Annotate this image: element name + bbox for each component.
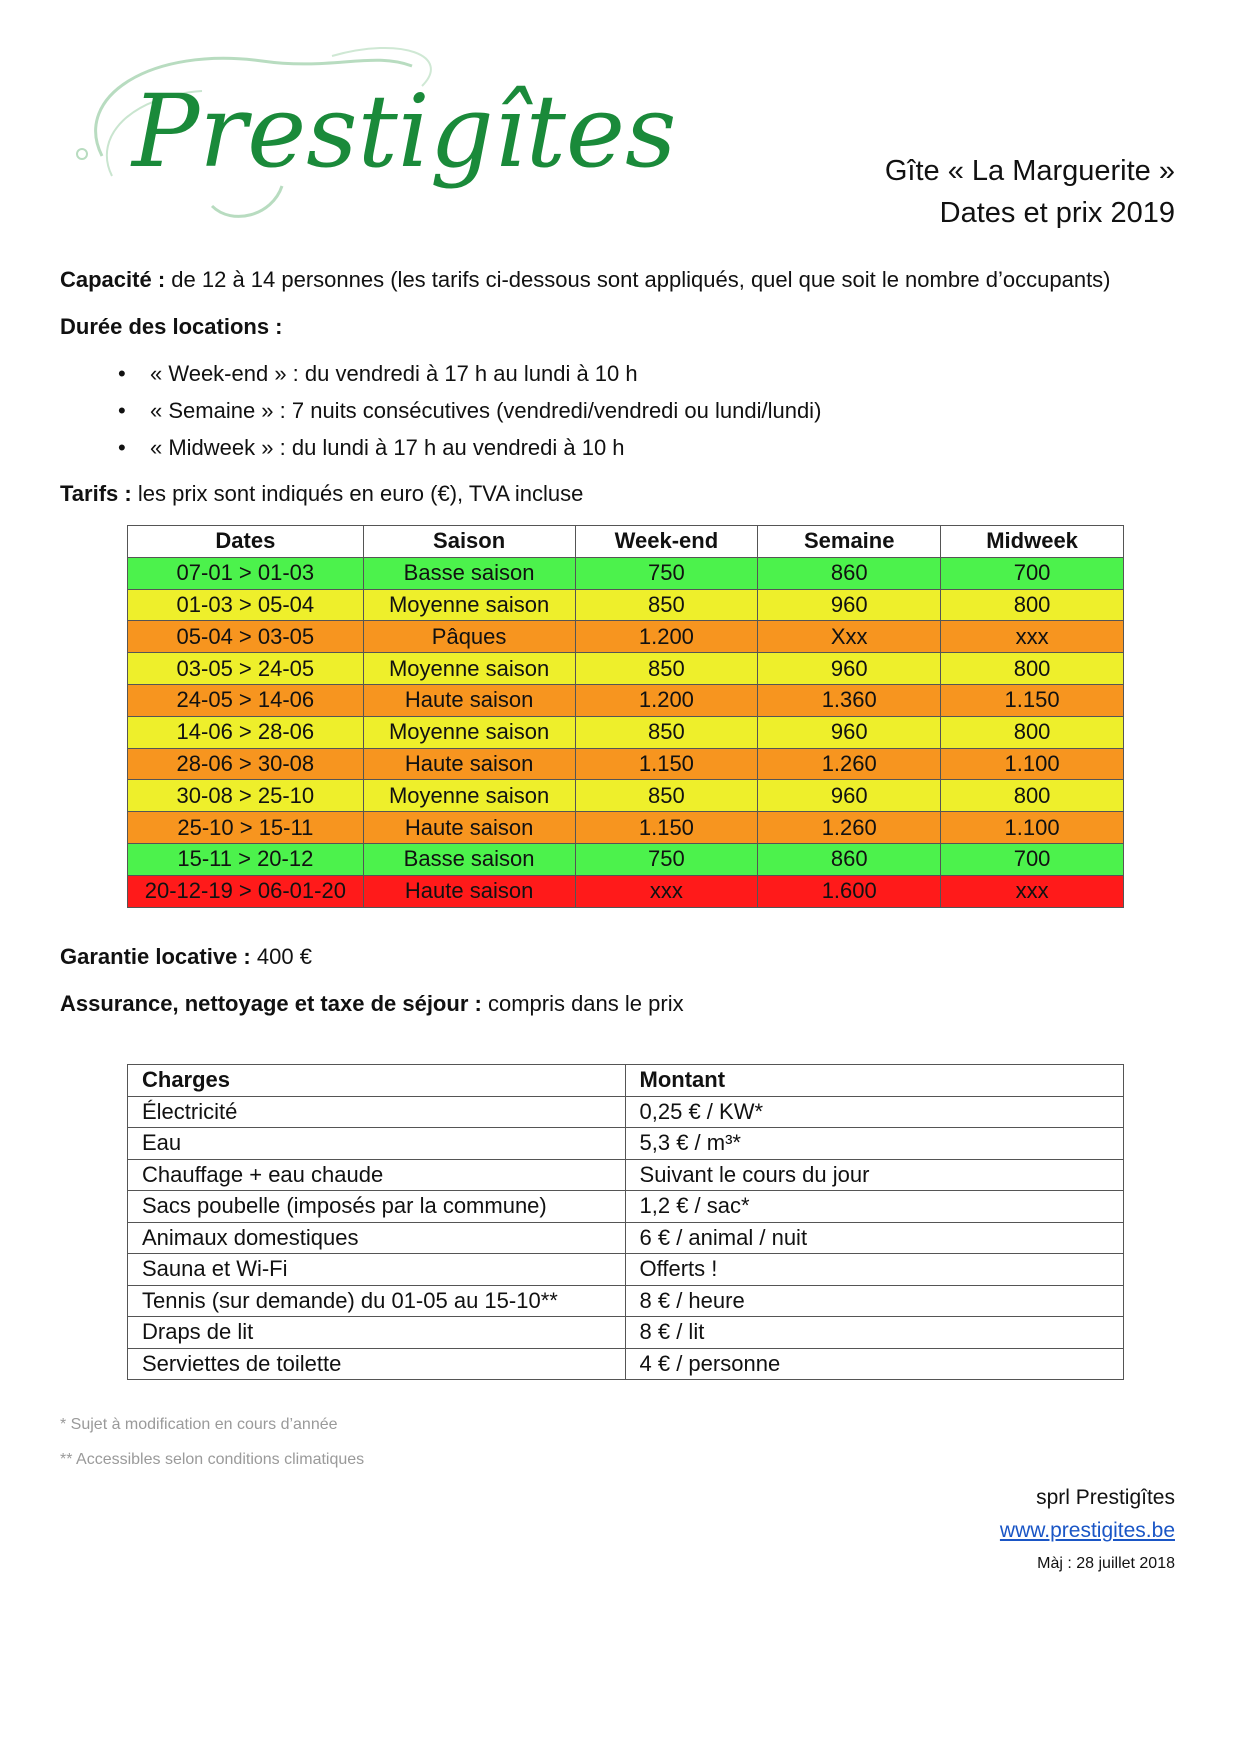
document-subtitle: Dates et prix 2019 xyxy=(939,197,1175,229)
table-cell: 5,3 € / m³* xyxy=(625,1128,1123,1160)
table-cell: 1.200 xyxy=(575,621,758,653)
list-item: • « Semaine » : 7 nuits consécutives (vendredi/vendredi ou lundi/lundi) xyxy=(118,397,821,434)
tarifs-body xyxy=(128,557,1124,907)
table-cell: Pâques xyxy=(363,621,575,653)
table-cell: 800 xyxy=(941,716,1124,748)
table-cell: Moyenne saison xyxy=(363,589,575,621)
table-cell: 1.150 xyxy=(575,812,758,844)
table-cell: 1.260 xyxy=(758,812,941,844)
charges-header-row xyxy=(128,1065,1124,1097)
table-cell: Moyenne saison xyxy=(363,653,575,685)
footer-updated: Màj : 28 juillet 2018 xyxy=(1037,1555,1175,1572)
table-cell: Xxx xyxy=(758,621,941,653)
tarifs-header-row xyxy=(128,526,1124,558)
table-row xyxy=(128,1285,1124,1317)
table-cell: Haute saison xyxy=(363,748,575,780)
col-header-midweek: Midweek xyxy=(941,526,1124,558)
table-row xyxy=(128,716,1124,748)
table-cell: Moyenne saison xyxy=(363,716,575,748)
table-cell: 960 xyxy=(758,716,941,748)
table-cell: 1.260 xyxy=(758,748,941,780)
table-cell: 850 xyxy=(575,653,758,685)
table-cell: 700 xyxy=(941,557,1124,589)
document-header xyxy=(885,150,1175,234)
table-cell: 07-01 > 01-03 xyxy=(128,557,364,589)
capacite-label: Capacité : xyxy=(60,267,166,292)
charges-table xyxy=(127,1064,1124,1380)
table-cell: 800 xyxy=(941,653,1124,685)
table-cell: 850 xyxy=(575,716,758,748)
table-row xyxy=(128,684,1124,716)
table-cell: Animaux domestiques xyxy=(128,1222,626,1254)
footer-company: sprl Prestigîtes xyxy=(1036,1486,1175,1509)
table-cell: 800 xyxy=(941,589,1124,621)
duree-heading xyxy=(60,313,283,341)
table-cell: 860 xyxy=(758,557,941,589)
brand-logo xyxy=(72,36,677,226)
table-row xyxy=(128,875,1124,907)
table-cell: Serviettes de toilette xyxy=(128,1348,626,1380)
table-cell: 1.150 xyxy=(941,684,1124,716)
table-row xyxy=(128,589,1124,621)
table-cell: Basse saison xyxy=(363,557,575,589)
table-row xyxy=(128,780,1124,812)
footnote-1: * Sujet à modification en cours d’année xyxy=(60,1416,338,1433)
table-cell: Chauffage + eau chaude xyxy=(128,1159,626,1191)
duree-label: Durée des locations : xyxy=(60,314,283,339)
table-cell: Électricité xyxy=(128,1096,626,1128)
table-cell: Basse saison xyxy=(363,843,575,875)
col-header-montant: Montant xyxy=(625,1065,1123,1097)
tarifs-text: les prix sont indiqués en euro (€), TVA incluse xyxy=(137,481,584,506)
table-cell: 4 € / personne xyxy=(625,1348,1123,1380)
table-cell: 01-03 > 05-04 xyxy=(128,589,364,621)
table-cell: 850 xyxy=(575,780,758,812)
tarifs-table xyxy=(127,525,1124,908)
table-cell: 750 xyxy=(575,557,758,589)
col-header-saison: Saison xyxy=(363,526,575,558)
table-cell: 1.150 xyxy=(575,748,758,780)
table-row xyxy=(128,1348,1124,1380)
table-cell: 960 xyxy=(758,653,941,685)
table-cell: 750 xyxy=(575,843,758,875)
table-row xyxy=(128,1317,1124,1349)
table-cell: 1.600 xyxy=(758,875,941,907)
table-cell: 960 xyxy=(758,589,941,621)
table-cell: Haute saison xyxy=(363,875,575,907)
svg-text:Prestigîtes: Prestigîtes xyxy=(132,73,677,190)
table-cell: 24-05 > 14-06 xyxy=(128,684,364,716)
table-row xyxy=(128,1096,1124,1128)
table-row xyxy=(128,1128,1124,1160)
table-cell: 1.100 xyxy=(941,748,1124,780)
table-cell: xxx xyxy=(575,875,758,907)
table-cell: Offerts ! xyxy=(625,1254,1123,1286)
table-cell: 860 xyxy=(758,843,941,875)
table-cell: 28-06 > 30-08 xyxy=(128,748,364,780)
list-item: • « Midweek » : du lundi à 17 h au vendredi à 10 h xyxy=(118,434,821,471)
table-cell: 850 xyxy=(575,589,758,621)
table-row xyxy=(128,1254,1124,1286)
garantie-paragraph xyxy=(60,943,312,971)
table-row xyxy=(128,1222,1124,1254)
capacite-paragraph xyxy=(60,266,1111,294)
table-cell: Eau xyxy=(128,1128,626,1160)
table-row xyxy=(128,748,1124,780)
duree-list xyxy=(118,360,821,471)
table-cell: Suivant le cours du jour xyxy=(625,1159,1123,1191)
table-cell: 25-10 > 15-11 xyxy=(128,812,364,844)
table-cell: 30-08 > 25-10 xyxy=(128,780,364,812)
table-row xyxy=(128,557,1124,589)
table-cell: 1.100 xyxy=(941,812,1124,844)
table-cell: 6 € / animal / nuit xyxy=(625,1222,1123,1254)
garantie-label: Garantie locative : xyxy=(60,944,251,969)
list-item: • « Week-end » : du vendredi à 17 h au lundi à 10 h xyxy=(118,360,821,397)
table-row xyxy=(128,843,1124,875)
table-cell: 14-06 > 28-06 xyxy=(128,716,364,748)
table-cell: Tennis (sur demande) du 01-05 au 15-10** xyxy=(128,1285,626,1317)
charges-body xyxy=(128,1096,1124,1380)
table-cell: xxx xyxy=(941,875,1124,907)
table-row xyxy=(128,812,1124,844)
col-header-dates: Dates xyxy=(128,526,364,558)
table-cell: 03-05 > 24-05 xyxy=(128,653,364,685)
table-cell: Sacs poubelle (imposés par la commune) xyxy=(128,1191,626,1223)
footer-website-link[interactable]: www.prestigites.be xyxy=(999,1519,1175,1542)
table-cell: 0,25 € / KW* xyxy=(625,1096,1123,1128)
assurance-paragraph xyxy=(60,990,684,1018)
table-cell: Sauna et Wi-Fi xyxy=(128,1254,626,1286)
table-cell: Haute saison xyxy=(363,684,575,716)
tarifs-label: Tarifs : xyxy=(60,481,132,506)
table-cell: 15-11 > 20-12 xyxy=(128,843,364,875)
table-cell: 1.200 xyxy=(575,684,758,716)
col-header-semaine: Semaine xyxy=(758,526,941,558)
table-cell: 1.360 xyxy=(758,684,941,716)
table-row xyxy=(128,1191,1124,1223)
footnote-2: ** Accessibles selon conditions climatiques xyxy=(60,1451,365,1468)
table-row xyxy=(128,1159,1124,1191)
table-cell: 700 xyxy=(941,843,1124,875)
table-cell: Draps de lit xyxy=(128,1317,626,1349)
table-cell: Moyenne saison xyxy=(363,780,575,812)
logo-graphic xyxy=(72,36,677,226)
table-cell: 8 € / heure xyxy=(625,1285,1123,1317)
table-row xyxy=(128,621,1124,653)
assurance-label: Assurance, nettoyage et taxe de séjour : xyxy=(60,991,482,1016)
capacite-text: de 12 à 14 personnes (les tarifs ci-dessous sont appliqués, quel que soit le nombre d’occupants) xyxy=(171,267,1111,292)
table-row xyxy=(128,653,1124,685)
table-cell: 8 € / lit xyxy=(625,1317,1123,1349)
assurance-text: compris dans le prix xyxy=(487,991,684,1016)
col-header-weekend: Week-end xyxy=(575,526,758,558)
document-title: Gîte « La Marguerite » xyxy=(884,155,1175,187)
table-cell: 960 xyxy=(758,780,941,812)
table-cell: xxx xyxy=(941,621,1124,653)
garantie-text: 400 € xyxy=(256,944,312,969)
tarifs-paragraph xyxy=(60,480,583,508)
table-cell: Haute saison xyxy=(363,812,575,844)
table-cell: 20-12-19 > 06-01-20 xyxy=(128,875,364,907)
table-cell: 800 xyxy=(941,780,1124,812)
col-header-charges: Charges xyxy=(128,1065,626,1097)
table-cell: 05-04 > 03-05 xyxy=(128,621,364,653)
table-cell: 1,2 € / sac* xyxy=(625,1191,1123,1223)
